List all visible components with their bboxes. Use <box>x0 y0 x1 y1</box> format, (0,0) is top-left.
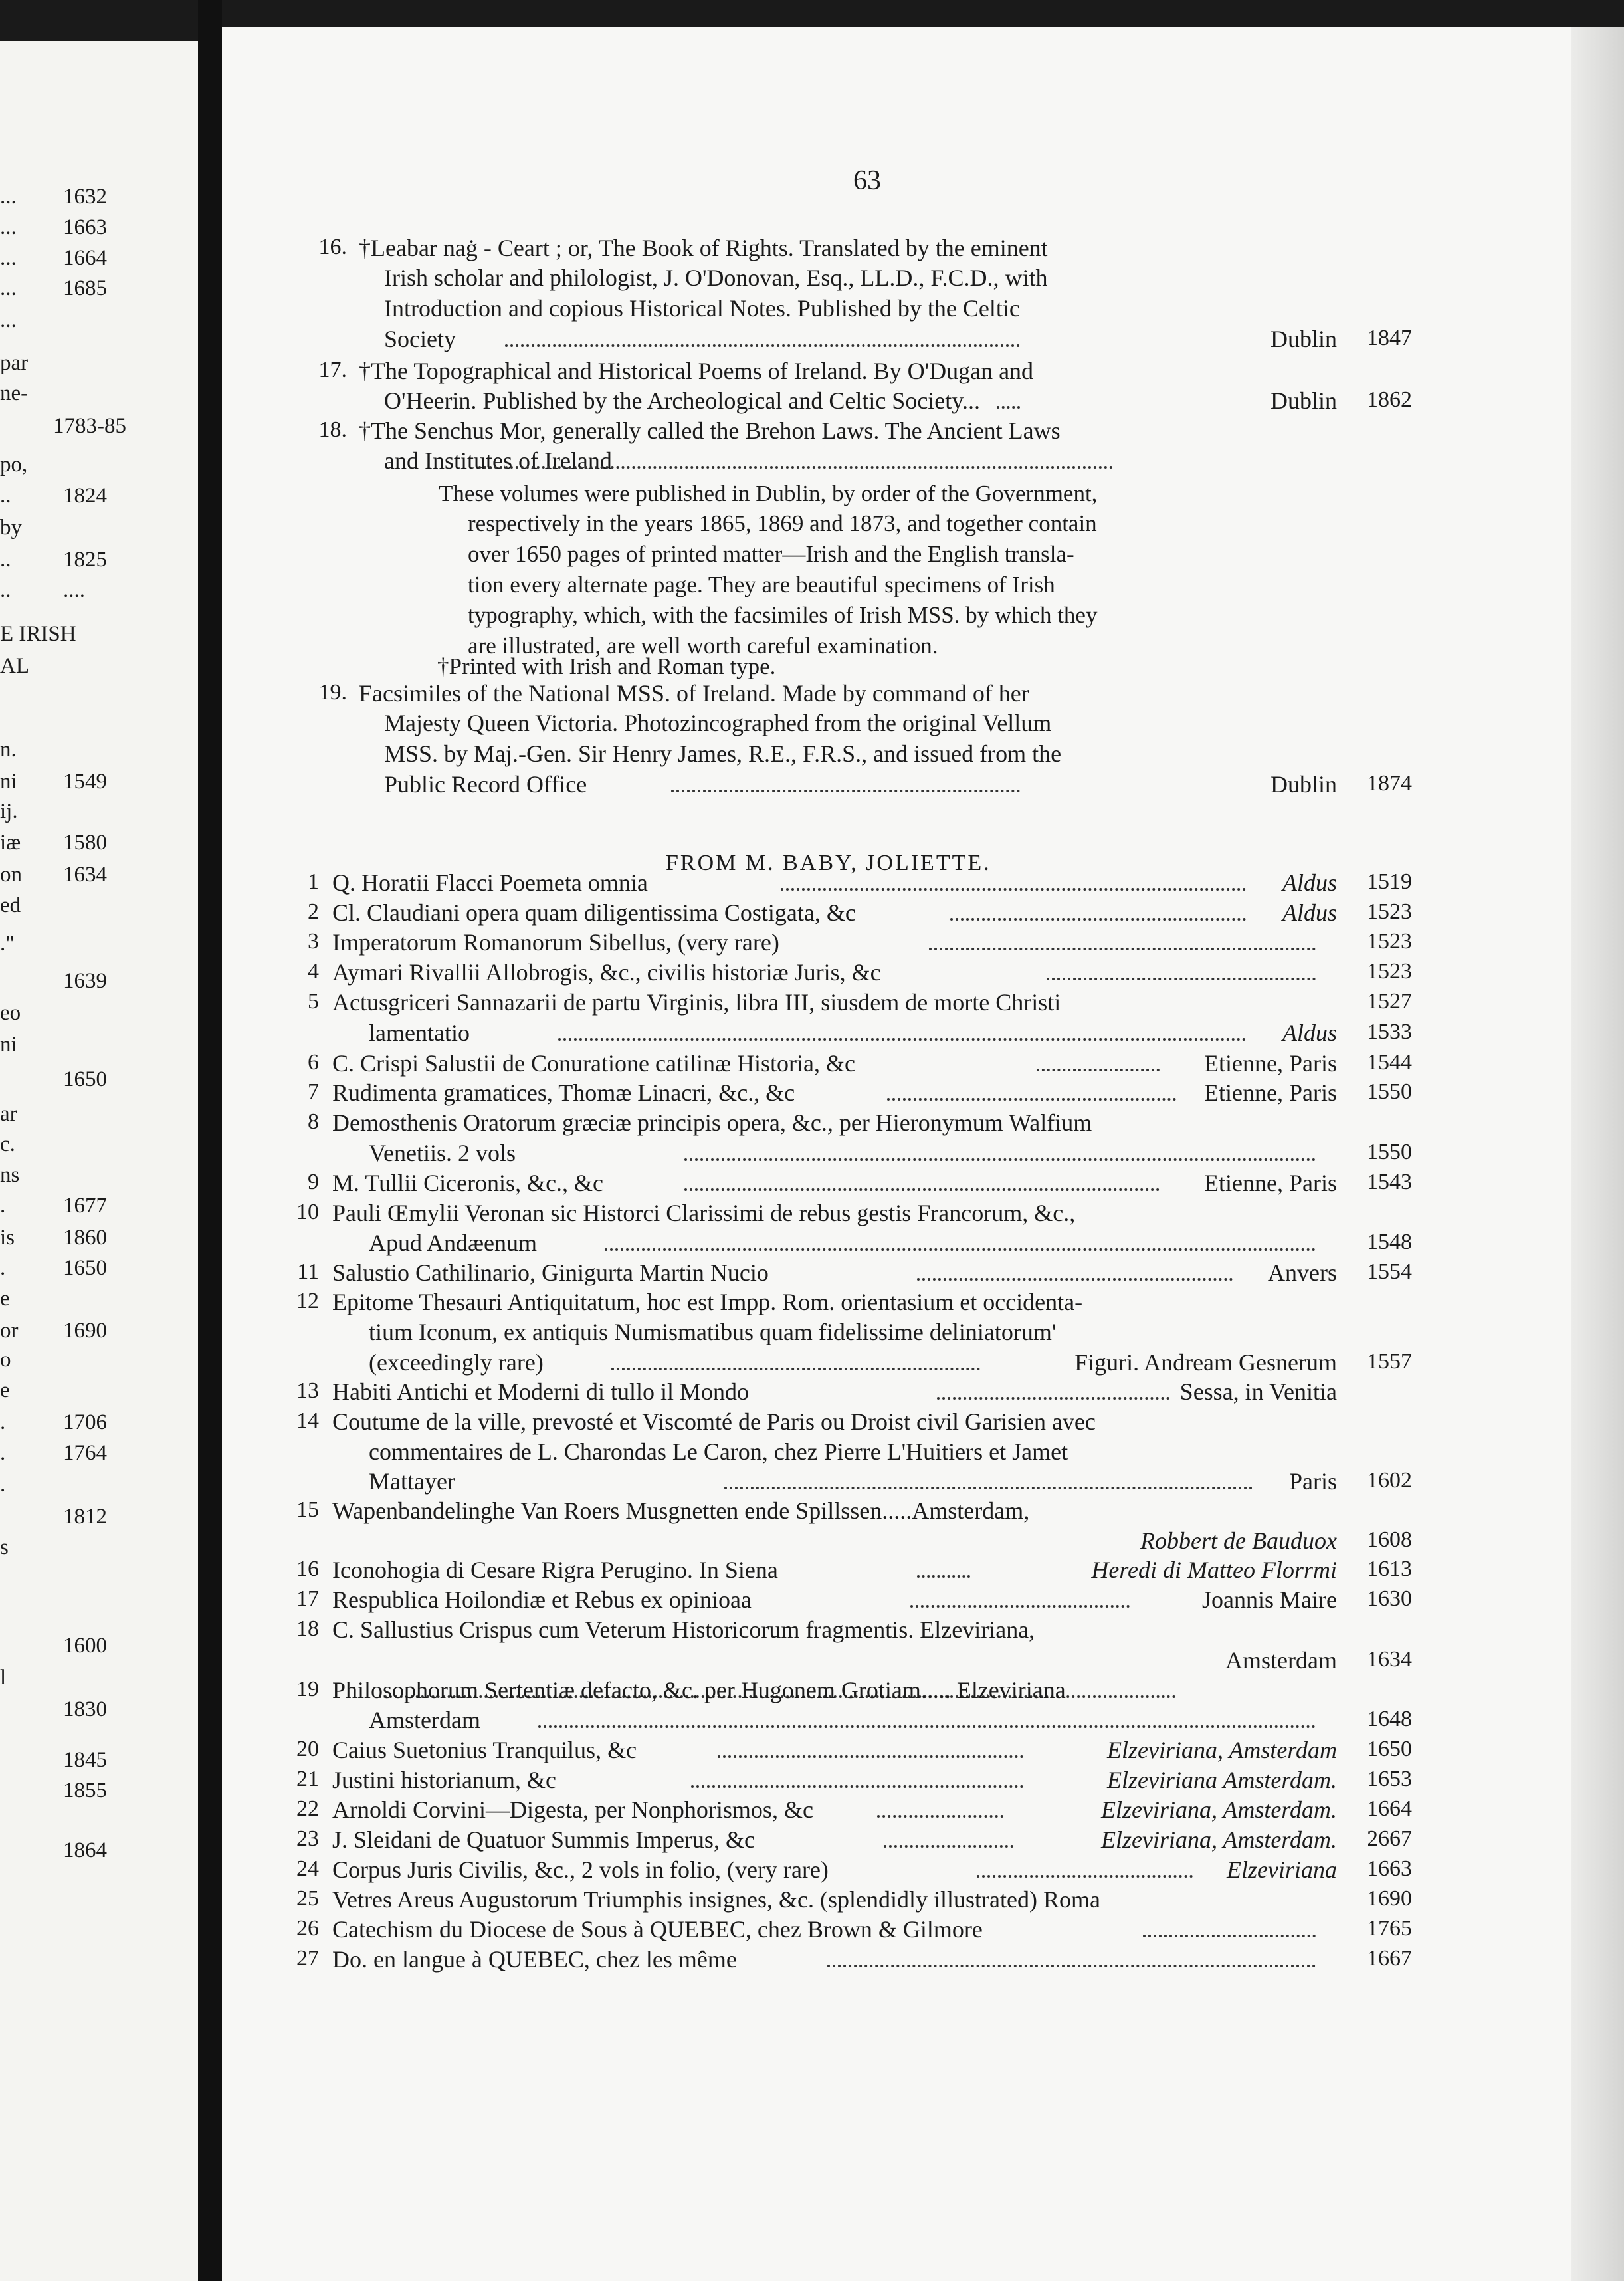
entry-number: 5 <box>308 989 319 1014</box>
dot-leader <box>1037 1065 1160 1071</box>
left-fragment-year: 1845 <box>63 1748 107 1772</box>
entry-number: 25 <box>296 1886 319 1911</box>
left-fragment-year: 1632 <box>63 185 107 209</box>
left-fragment-text: c. <box>0 1133 15 1156</box>
entry-line: Philosophorum Sertentiæ defacto, &c. per Hugonem Grotiam..... Elzeviriana <box>332 1677 1066 1703</box>
entry-number: 19 <box>296 1677 319 1701</box>
entry-line: commentaires de L. Charondas Le Caron, chez Pierre L'Huitiers et Jamet <box>369 1438 1068 1465</box>
dot-leader <box>691 1781 1023 1788</box>
entry-number: 7 <box>308 1079 319 1104</box>
entry-year: 1648 <box>1367 1707 1412 1731</box>
left-fragment-year: 1812 <box>63 1505 107 1529</box>
left-fragment-text: ni <box>0 770 17 794</box>
left-fragment-text: .. <box>0 578 11 602</box>
left-fragment-text: is <box>0 1226 15 1249</box>
left-fragment-text: ." <box>0 932 15 956</box>
entry-line: Venetiis. 2 vols <box>369 1140 516 1166</box>
entry-number: 17 <box>296 1586 319 1611</box>
entry-number: 27 <box>296 1946 319 1971</box>
entry-line: Vetres Areus Augustorum Triumphis insignes, &c. (splendidly illustrated) Roma <box>332 1886 1100 1913</box>
entry-line: MSS. by Maj.-Gen. Sir Henry James, R.E., F.R.S., and issued from the <box>384 740 1062 767</box>
entry-line: C. Crispi Salustii de Conuratione catilinæ Historia, &c <box>332 1050 855 1077</box>
entry-publisher: Joannis Maire <box>1202 1586 1337 1613</box>
entry-number: 12 <box>296 1289 319 1313</box>
entry-year: 1613 <box>1367 1557 1412 1581</box>
left-fragment-year: 1634 <box>63 863 107 887</box>
entry-number: 17. <box>318 358 347 382</box>
entry-publisher: Etienne, Paris <box>1204 1050 1337 1077</box>
entry-number: 16. <box>318 235 347 259</box>
entry-year: 1543 <box>1367 1170 1412 1194</box>
entry-publisher: Aldus <box>1282 899 1337 926</box>
entry-line: Iconohogia di Cesare Rigra Perugino. In Siena <box>332 1557 778 1583</box>
note-line: over 1650 pages of printed matter—Irish and the English transla- <box>468 541 1074 567</box>
left-fragment-year: 1549 <box>63 770 107 794</box>
entry-line: Coutume de la ville, prevosté et Viscomté de Paris ou Droist civil Garisien avec <box>332 1408 1096 1435</box>
entry-year: 1650 <box>1367 1737 1412 1761</box>
entry-year: 1550 <box>1367 1140 1412 1164</box>
left-fragment-text: or <box>0 1319 19 1343</box>
entry-year: 1765 <box>1367 1916 1412 1941</box>
left-fragment-year: 1824 <box>63 484 107 508</box>
entry-line: J. Sleidani de Quatuor Summis Imperus, &c <box>332 1826 755 1853</box>
left-fragment-year: 1860 <box>63 1226 107 1249</box>
dot-leader <box>611 1364 980 1370</box>
entry-line: lamentatio <box>369 1020 470 1046</box>
entry-line: Rudimenta gramatices, Thomæ Linacri, &c., &c <box>332 1079 795 1106</box>
entry-line: Irish scholar and philologist, J. O'Donovan, Esq., LL.D., F.C.D., with <box>384 265 1048 291</box>
left-fragment-text: ... <box>0 246 17 270</box>
dot-leader <box>929 944 1316 950</box>
left-fragment-year: 1706 <box>63 1410 107 1434</box>
dot-leader <box>505 340 1020 347</box>
entry-year: 1523 <box>1367 929 1412 954</box>
left-fragment-year: 1864 <box>63 1838 107 1862</box>
entry-number: 6 <box>308 1050 319 1075</box>
type-note: †Printed with Irish and Roman type. <box>437 653 776 679</box>
entry-year: 1847 <box>1367 326 1412 350</box>
left-facing-page <box>0 41 198 2281</box>
entry-line: Justini historianum, &c <box>332 1767 556 1793</box>
entry-line: Catechism du Diocese de Sous à QUEBEC, chez Brown & Gilmore <box>332 1916 983 1943</box>
left-fragment-text: ... <box>0 276 17 300</box>
dot-leader <box>977 1871 1193 1878</box>
entry-number: 18 <box>296 1616 319 1641</box>
entry-number: 22 <box>296 1796 319 1821</box>
entry-year: 1523 <box>1367 899 1412 924</box>
left-fragment-text: o <box>0 1348 11 1372</box>
left-fragment-text: ed <box>0 893 21 917</box>
left-fragment-year: 1830 <box>63 1697 107 1721</box>
dot-leader <box>684 1154 1316 1161</box>
left-fragment-text: s <box>0 1535 9 1559</box>
entry-year: 1608 <box>1367 1527 1412 1552</box>
entry-publisher: Aldus <box>1282 1020 1337 1046</box>
entry-number: 13 <box>296 1378 319 1403</box>
entry-number: 15 <box>296 1497 319 1522</box>
left-fragment-text: ... <box>0 308 17 332</box>
left-fragment-text: ar <box>0 1102 17 1126</box>
dot-leader <box>937 1393 1169 1400</box>
entry-line: Do. en langue à QUEBEC, chez les même <box>332 1946 737 1973</box>
entry-number: 20 <box>296 1737 319 1761</box>
entry-number: 24 <box>296 1856 319 1881</box>
entry-year: 1527 <box>1367 989 1412 1014</box>
entry-publisher: Robbert de Bauduox <box>1140 1527 1337 1554</box>
left-fragment-year: 1825 <box>63 548 107 572</box>
dot-leader <box>910 1601 1130 1608</box>
left-fragment-year: 1690 <box>63 1319 107 1343</box>
entry-line: Society <box>384 326 456 352</box>
left-fragment-year: 1677 <box>63 1194 107 1218</box>
entry-line: Public Record Office <box>384 771 587 798</box>
left-fragment-text: ... <box>0 185 17 209</box>
left-fragment-text: . <box>0 1194 6 1218</box>
left-fragment-text: l <box>0 1666 7 1689</box>
left-fragment-text: ni <box>0 1033 17 1057</box>
entry-year: 1874 <box>1367 771 1412 796</box>
entry-number: 11 <box>297 1259 319 1284</box>
entry-year: 1550 <box>1367 1079 1412 1104</box>
left-fragment-text: .. <box>0 484 11 508</box>
left-fragment-year: 1650 <box>63 1067 107 1091</box>
entry-line: Facsimiles of the National MSS. of Ireland. Made by command of her <box>359 680 1029 706</box>
entry-publisher: Elzeviriana, Amsterdam. <box>1101 1796 1337 1823</box>
note-line: respectively in the years 1865, 1869 and 1873, and together contain <box>468 510 1097 536</box>
left-fragment-year: 1600 <box>63 1634 107 1658</box>
entry-line: O'Heerin. Published by the Archeological and Celtic Society... <box>384 387 980 414</box>
dot-leader <box>997 402 1020 409</box>
note-line: tion every alternate page. They are beautiful specimens of Irish <box>468 572 1055 597</box>
entry-publisher: Figuri. Andream Gesnerum <box>1074 1349 1337 1376</box>
dot-leader <box>917 1274 1233 1281</box>
entry-year: 1667 <box>1367 1946 1412 1971</box>
dot-leader <box>684 1184 1160 1191</box>
entry-number: 8 <box>308 1109 319 1134</box>
dot-leader <box>718 1751 1023 1758</box>
entry-line: M. Tullii Ciceronis, &c., &c <box>332 1170 604 1196</box>
entry-line: Wapenbandelinghe Van Roers Musgnetten ende Spillssen.....Amsterdam, <box>332 1497 1030 1524</box>
left-fragment-text: ns <box>0 1163 20 1187</box>
entry-year: 1533 <box>1367 1020 1412 1044</box>
left-fragment-year: 1663 <box>63 215 107 239</box>
entry-line: Q. Horatii Flacci Poemeta omnia <box>332 869 648 896</box>
entry-number: 23 <box>296 1826 319 1851</box>
entry-number: 16 <box>296 1557 319 1581</box>
dot-leader <box>877 1811 1003 1818</box>
left-fragment-year: 1855 <box>63 1779 107 1802</box>
entry-line: C. Sallustius Crispus cum Veterum Historicorum fragmentis. Elzeviriana, <box>332 1616 1035 1643</box>
left-fragment-text: on <box>0 863 22 887</box>
entry-year: 1544 <box>1367 1050 1412 1075</box>
entry-year: 1630 <box>1367 1586 1412 1611</box>
entry-number: 3 <box>308 929 319 954</box>
entry-publisher: Dublin <box>1270 771 1337 798</box>
entry-number: 2 <box>308 899 319 924</box>
left-fragment-year: 1639 <box>63 969 107 993</box>
left-fragment-text: eo <box>0 1001 21 1025</box>
entry-year: 1690 <box>1367 1886 1412 1911</box>
entry-line: Aymari Rivallii Allobrogis, &c., civilis historiæ Juris, &c <box>332 959 881 986</box>
entry-year: 1548 <box>1367 1230 1412 1254</box>
note-line: are illustrated, are well worth careful examination. <box>468 633 938 659</box>
book-gutter <box>198 0 222 2281</box>
entry-line: Corpus Juris Civilis, &c., 2 vols in folio, (very rare) <box>332 1856 829 1883</box>
entry-line: tium Iconum, ex antiquis Numismatibus quam fidelissime deliniatorum' <box>369 1319 1057 1345</box>
left-fragment-text: AL <box>0 654 29 678</box>
left-fragment-year: 1580 <box>63 831 107 855</box>
entry-year: 1523 <box>1367 959 1412 984</box>
dot-leader <box>917 1571 970 1578</box>
entry-year: 1554 <box>1367 1259 1412 1284</box>
page-edge <box>1571 27 1624 2281</box>
entry-line: †Leabar naġ - Ceart ; or, The Book of Rights. Translated by the eminent <box>359 235 1048 261</box>
note-line: typography, which, with the facsimiles of Irish MSS. by which they <box>468 602 1098 628</box>
entry-number: 9 <box>308 1170 319 1194</box>
entry-number: 18. <box>318 417 347 442</box>
dot-leader <box>884 1841 1013 1848</box>
dot-leader <box>671 786 1020 792</box>
entry-publisher: Elzeviriana, Amsterdam. <box>1101 1826 1337 1853</box>
entry-line: Introduction and copious Historical Notes. Published by the Celtic <box>384 295 1020 322</box>
entry-line: †The Senchus Mor, generally called the Brehon Laws. The Ancient Laws <box>359 417 1061 444</box>
entry-line: Respublica Hoilondiæ et Rebus ex opinioaa <box>332 1586 752 1613</box>
left-fragment-text: . <box>0 1410 6 1434</box>
left-fragment-year: 1764 <box>63 1441 107 1465</box>
dot-leader <box>1047 974 1316 980</box>
dot-leader <box>950 914 1246 921</box>
section-heading: FROM M. BABY, JOLIETTE. <box>666 851 991 875</box>
entry-publisher: Elzeviriana <box>1227 1856 1337 1883</box>
dot-leader <box>1143 1931 1316 1937</box>
left-fragment-text: by <box>0 516 22 540</box>
entry-line: Cl. Claudiani opera quam diligentissima Costigata, &c <box>332 899 856 926</box>
entry-line: Habiti Antichi et Moderni di tullo il Mondo <box>332 1378 749 1405</box>
entry-publisher: Sessa, in Venitia <box>1179 1378 1337 1405</box>
left-fragment-text: e <box>0 1378 10 1402</box>
entry-year: 1663 <box>1367 1856 1412 1881</box>
left-fragment-year: .... <box>63 578 85 602</box>
entry-number: 14 <box>296 1408 319 1433</box>
left-fragment-text: po, <box>0 453 28 477</box>
entry-year: 1602 <box>1367 1468 1412 1493</box>
entry-line: Pauli Œmylii Veronan sic Historci Clarissimi de rebus gestis Francorum, &c., <box>332 1200 1076 1226</box>
left-fragment-text: E IRISH <box>0 622 76 646</box>
entry-year: 1862 <box>1367 387 1412 412</box>
left-fragment-text: iæ <box>0 831 21 855</box>
dot-leader <box>478 462 1113 469</box>
entry-year: 1653 <box>1367 1767 1412 1791</box>
dot-leader <box>887 1094 1176 1101</box>
note-line: These volumes were published in Dublin, by order of the Government, <box>439 481 1098 506</box>
entry-line: Caius Suetonius Tranquilus, &c <box>332 1737 637 1763</box>
left-fragment-text: .. <box>0 548 11 572</box>
entry-year: 2667 <box>1367 1826 1412 1851</box>
page-number: 63 <box>853 165 881 196</box>
dot-leader <box>827 1961 1316 1967</box>
left-fragment-text: ... <box>0 215 17 239</box>
entry-publisher: Paris <box>1289 1468 1337 1495</box>
entry-line: Salustio Cathilinario, Ginigurta Martin Nucio <box>332 1259 769 1286</box>
entry-year: 1519 <box>1367 869 1412 894</box>
entry-number: 21 <box>296 1767 319 1791</box>
left-fragment-year: 1685 <box>63 276 107 300</box>
entry-year: 1664 <box>1367 1796 1412 1821</box>
entry-publisher: Elzeviriana Amsterdam. <box>1107 1767 1337 1793</box>
left-fragment-text: par <box>0 351 29 375</box>
entry-line: Apud Andæenum <box>369 1230 538 1256</box>
left-fragment-year: 1664 <box>63 246 107 270</box>
left-fragment-year: 1783-85 <box>53 414 126 438</box>
left-fragment-text: . <box>0 1256 6 1280</box>
left-fragment-text: e <box>0 1287 10 1311</box>
entry-publisher: Aldus <box>1282 869 1337 896</box>
left-fragment-year: 1650 <box>63 1256 107 1280</box>
left-fragment-text: n. <box>0 738 17 762</box>
right-page <box>222 27 1624 2281</box>
entry-line: †The Topographical and Historical Poems of Ireland. By O'Dugan and <box>359 358 1034 384</box>
entry-line: Epitome Thesauri Antiquitatum, hoc est Impp. Rom. orientasium et occidenta- <box>332 1289 1083 1315</box>
entry-number: 19. <box>318 680 347 705</box>
entry-line: Arnoldi Corvini—Digesta, per Nonphorismos, &c <box>332 1796 813 1823</box>
entry-year: 1634 <box>1367 1647 1412 1672</box>
entry-number: 1 <box>308 869 319 894</box>
dot-leader <box>605 1244 1316 1251</box>
dot-leader <box>724 1483 1253 1489</box>
entry-publisher: Dublin <box>1270 326 1337 352</box>
entry-publisher: Anvers <box>1268 1259 1337 1286</box>
entry-publisher: Amsterdam <box>1225 1647 1337 1674</box>
left-fragment-text: . <box>0 1473 6 1497</box>
entry-number: 4 <box>308 959 319 984</box>
entry-line: Amsterdam <box>369 1707 480 1733</box>
entry-line: Majesty Queen Victoria. Photozincographed from the original Vellum <box>384 710 1052 736</box>
entry-line: and Institutes of Ireland <box>384 447 612 474</box>
entry-number: 26 <box>296 1916 319 1941</box>
entry-line: Imperatorum Romanorum Sibellus, (very rare) <box>332 929 779 956</box>
entry-publisher: Dublin <box>1270 387 1337 414</box>
entry-publisher: Etienne, Paris <box>1204 1079 1337 1106</box>
entry-line: Demosthenis Oratorum græciæ principis opera, &c., per Hieronymum Walfium <box>332 1109 1092 1136</box>
entry-line: Actusgriceri Sannazarii de partu Virginis, libra III, siusdem de morte Christi <box>332 989 1061 1016</box>
dot-leader <box>781 884 1246 891</box>
entry-year: 1557 <box>1367 1349 1412 1374</box>
entry-line: Mattayer <box>369 1468 455 1495</box>
entry-publisher: Elzeviriana, Amsterdam <box>1107 1737 1337 1763</box>
dot-leader <box>538 1721 1316 1728</box>
left-fragment-text: ne- <box>0 381 29 405</box>
left-fragment-text: . <box>0 1441 6 1465</box>
entry-publisher: Etienne, Paris <box>1204 1170 1337 1196</box>
dot-leader <box>558 1034 1246 1041</box>
entry-number: 10 <box>296 1200 319 1224</box>
entry-line: (exceedingly rare) <box>369 1349 544 1376</box>
left-fragment-text: ij. <box>0 800 18 823</box>
entry-publisher: Heredi di Matteo Florrmi <box>1091 1557 1337 1583</box>
